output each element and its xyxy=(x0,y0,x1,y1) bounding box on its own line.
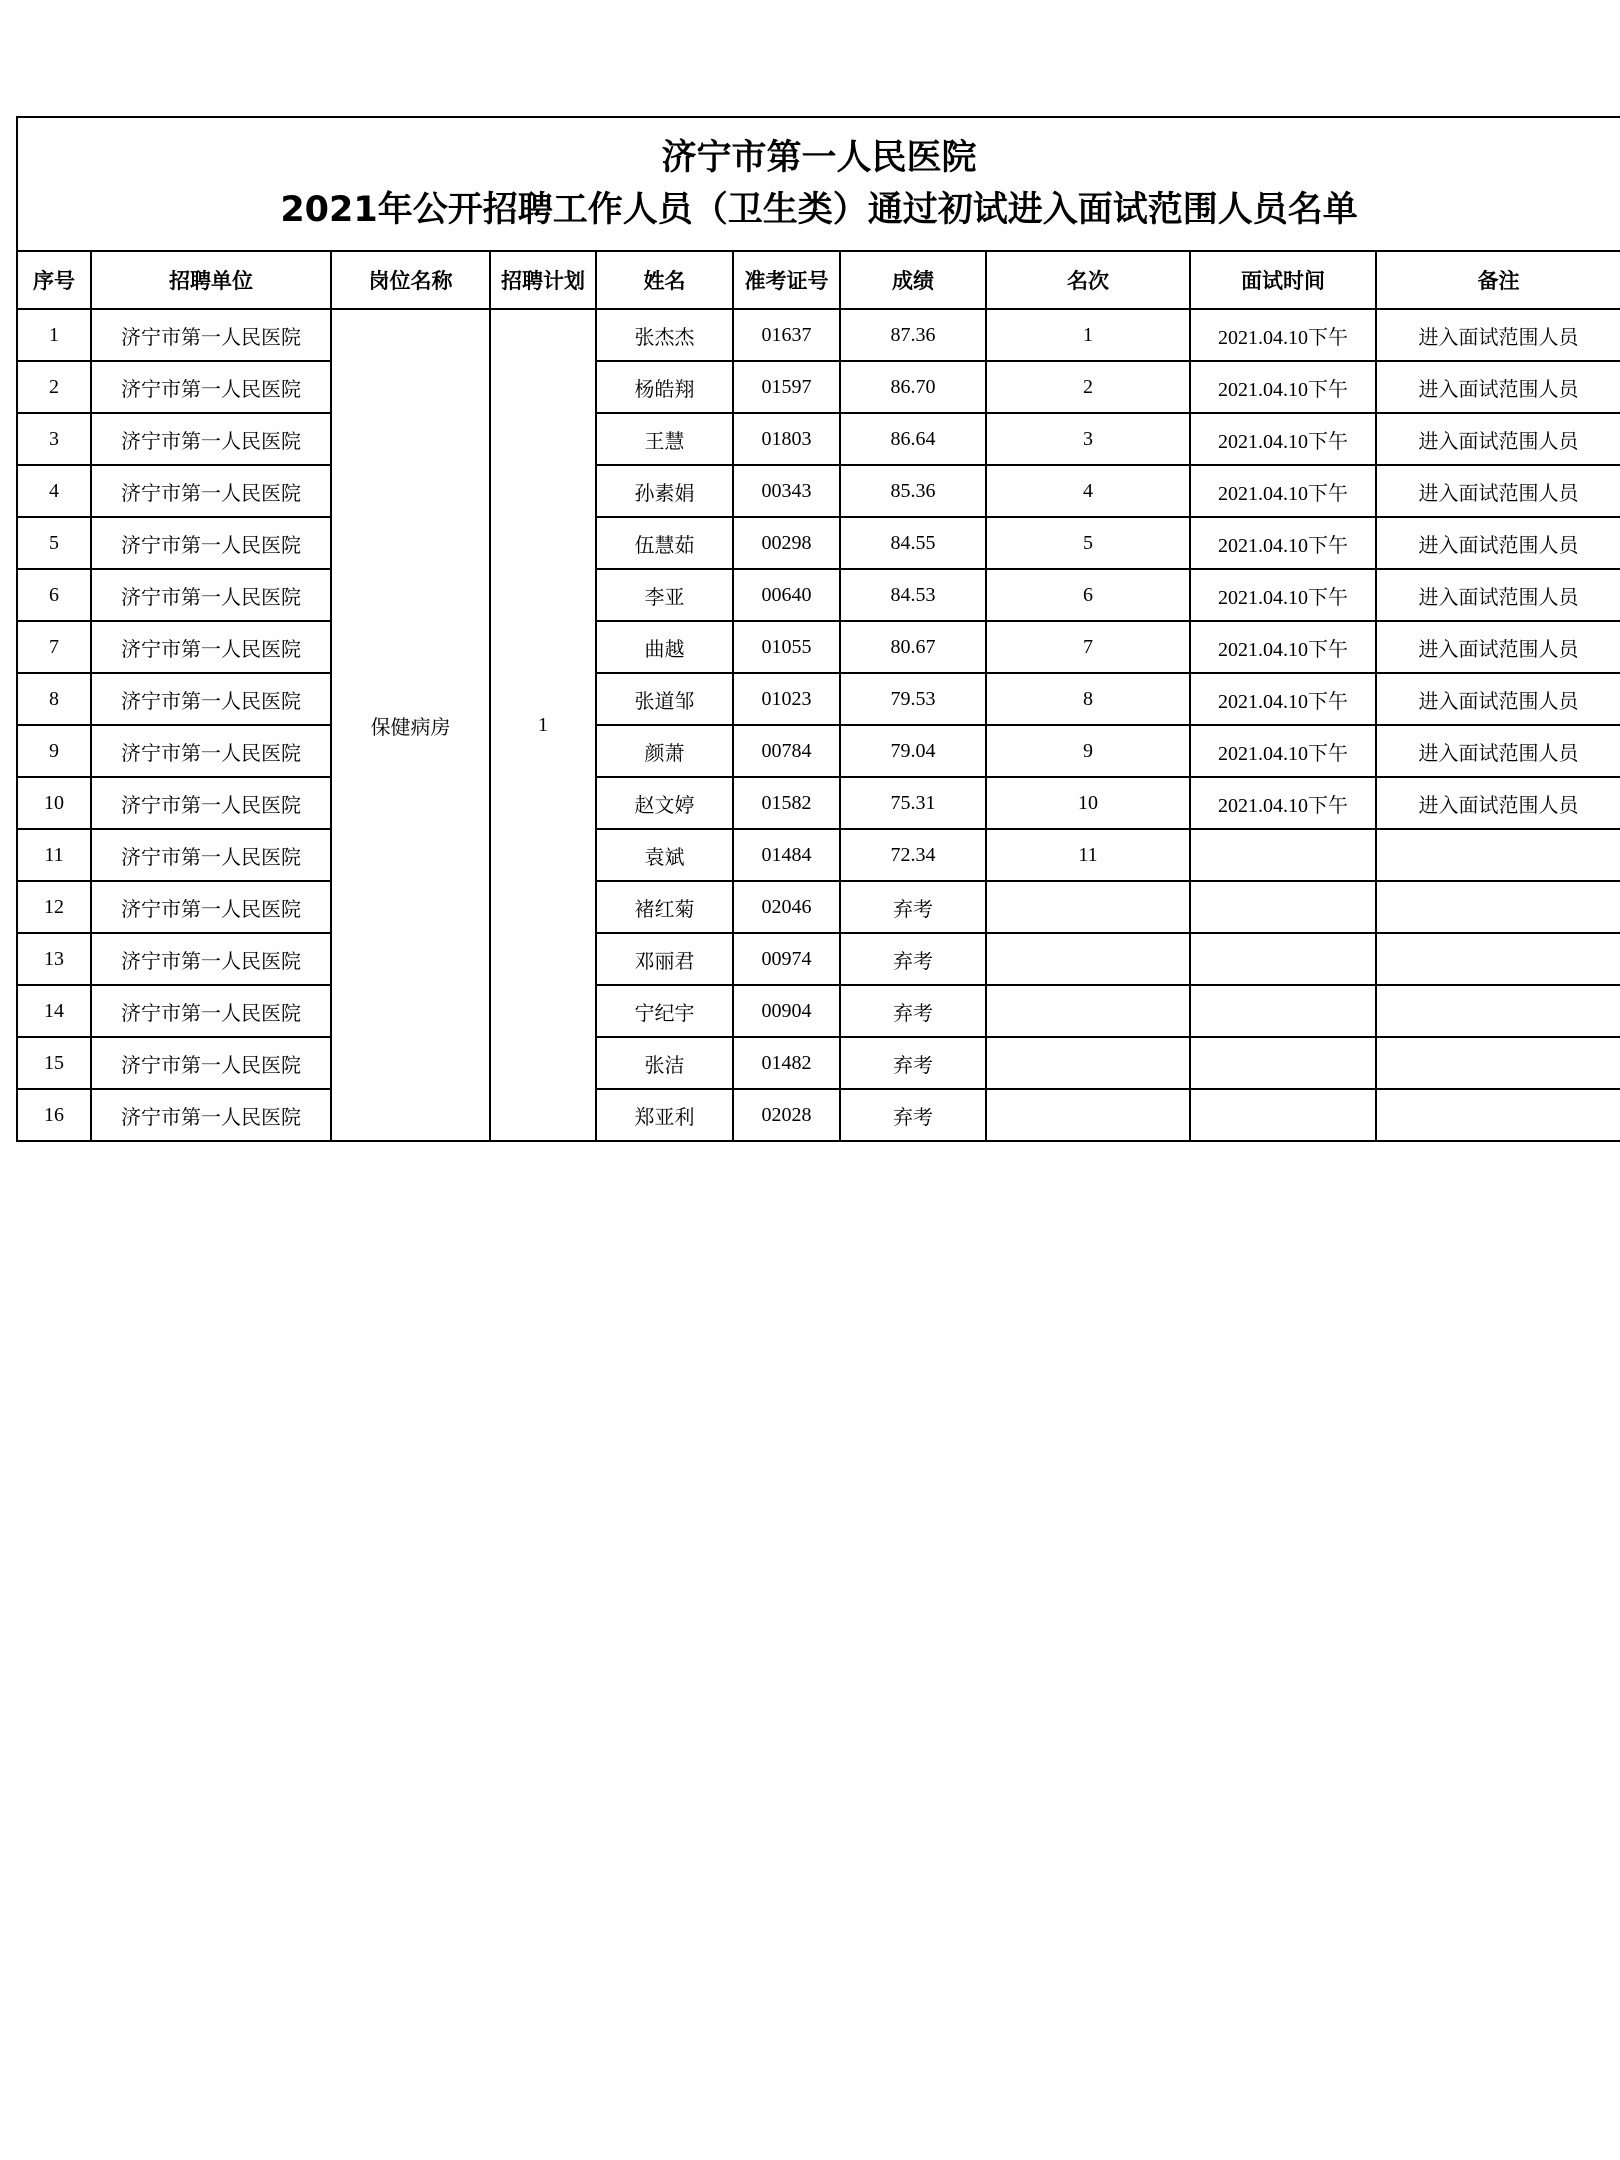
col-header-exam-no: 准考证号 xyxy=(733,251,840,309)
cell-exam-no: 01637 xyxy=(733,309,840,361)
cell-note: 进入面试范围人员 xyxy=(1376,413,1620,465)
cell-interview-time xyxy=(1190,985,1376,1037)
cell-interview-time xyxy=(1190,1089,1376,1141)
cell-rank: 11 xyxy=(986,829,1190,881)
cell-name: 赵文婷 xyxy=(596,777,733,829)
table-row xyxy=(17,569,1620,621)
table-row xyxy=(17,829,1620,881)
cell-exam-no: 01597 xyxy=(733,361,840,413)
cell-score: 75.31 xyxy=(840,777,986,829)
cell-score: 84.53 xyxy=(840,569,986,621)
cell-interview-time: 2021.04.10下午 xyxy=(1190,517,1376,569)
cell-name: 李亚 xyxy=(596,569,733,621)
cell-score: 72.34 xyxy=(840,829,986,881)
cell-note: 进入面试范围人员 xyxy=(1376,673,1620,725)
cell-rank: 4 xyxy=(986,465,1190,517)
col-header-unit: 招聘单位 xyxy=(91,251,331,309)
table-row xyxy=(17,1037,1620,1089)
cell-unit: 济宁市第一人民医院 xyxy=(91,1089,331,1141)
cell-exam-no: 01484 xyxy=(733,829,840,881)
table-row xyxy=(17,985,1620,1037)
title-line-1: 济宁市第一人民医院 xyxy=(661,138,977,178)
col-header-note: 备注 xyxy=(1376,251,1620,309)
cell-score: 弃考 xyxy=(840,1089,986,1141)
cell-score: 弃考 xyxy=(840,1037,986,1089)
cell-exam-no: 00784 xyxy=(733,725,840,777)
cell-note xyxy=(1376,829,1620,881)
cell-name: 伍慧茹 xyxy=(596,517,733,569)
cell-unit: 济宁市第一人民医院 xyxy=(91,985,331,1037)
table-row xyxy=(17,621,1620,673)
cell-interview-time: 2021.04.10下午 xyxy=(1190,777,1376,829)
cell-interview-time: 2021.04.10下午 xyxy=(1190,569,1376,621)
cell-score: 79.04 xyxy=(840,725,986,777)
cell-rank: 9 xyxy=(986,725,1190,777)
col-header-score: 成绩 xyxy=(840,251,986,309)
cell-seq: 5 xyxy=(17,517,91,569)
cell-score: 弃考 xyxy=(840,985,986,1037)
table-row xyxy=(17,673,1620,725)
cell-seq: 10 xyxy=(17,777,91,829)
cell-name: 张道邹 xyxy=(596,673,733,725)
cell-note: 进入面试范围人员 xyxy=(1376,621,1620,673)
cell-unit: 济宁市第一人民医院 xyxy=(91,777,331,829)
cell-unit: 济宁市第一人民医院 xyxy=(91,725,331,777)
cell-seq: 11 xyxy=(17,829,91,881)
cell-name: 邓丽君 xyxy=(596,933,733,985)
cell-score: 弃考 xyxy=(840,881,986,933)
cell-note: 进入面试范围人员 xyxy=(1376,309,1620,361)
cell-name: 颜萧 xyxy=(596,725,733,777)
cell-exam-no: 01803 xyxy=(733,413,840,465)
cell-note xyxy=(1376,985,1620,1037)
cell-rank: 5 xyxy=(986,517,1190,569)
cell-seq: 3 xyxy=(17,413,91,465)
cell-interview-time: 2021.04.10下午 xyxy=(1190,309,1376,361)
cell-interview-time: 2021.04.10下午 xyxy=(1190,465,1376,517)
cell-seq: 13 xyxy=(17,933,91,985)
cell-name: 杨皓翔 xyxy=(596,361,733,413)
cell-name: 张杰杰 xyxy=(596,309,733,361)
cell-unit: 济宁市第一人民医院 xyxy=(91,465,331,517)
cell-interview-time xyxy=(1190,933,1376,985)
cell-exam-no: 01023 xyxy=(733,673,840,725)
cell-note: 进入面试范围人员 xyxy=(1376,465,1620,517)
cell-seq: 1 xyxy=(17,309,91,361)
document-title xyxy=(17,117,1620,251)
cell-unit: 济宁市第一人民医院 xyxy=(91,517,331,569)
cell-rank: 6 xyxy=(986,569,1190,621)
cell-score: 85.36 xyxy=(840,465,986,517)
cell-seq: 14 xyxy=(17,985,91,1037)
cell-unit: 济宁市第一人民医院 xyxy=(91,933,331,985)
cell-rank xyxy=(986,1037,1190,1089)
cell-name: 褚红菊 xyxy=(596,881,733,933)
title-row xyxy=(17,117,1620,251)
cell-rank: 7 xyxy=(986,621,1190,673)
cell-seq: 12 xyxy=(17,881,91,933)
cell-note: 进入面试范围人员 xyxy=(1376,569,1620,621)
cell-score: 79.53 xyxy=(840,673,986,725)
table-row xyxy=(17,413,1620,465)
cell-note xyxy=(1376,1037,1620,1089)
cell-exam-no: 01482 xyxy=(733,1037,840,1089)
cell-seq: 7 xyxy=(17,621,91,673)
col-header-time: 面试时间 xyxy=(1190,251,1376,309)
table-row xyxy=(17,933,1620,985)
cell-unit: 济宁市第一人民医院 xyxy=(91,413,331,465)
col-header-position: 岗位名称 xyxy=(331,251,490,309)
cell-seq: 8 xyxy=(17,673,91,725)
cell-seq: 9 xyxy=(17,725,91,777)
cell-interview-time xyxy=(1190,881,1376,933)
table-row xyxy=(17,881,1620,933)
cell-note: 进入面试范围人员 xyxy=(1376,725,1620,777)
cell-seq: 15 xyxy=(17,1037,91,1089)
cell-name: 王慧 xyxy=(596,413,733,465)
col-header-rank: 名次 xyxy=(986,251,1190,309)
table-row xyxy=(17,361,1620,413)
cell-rank xyxy=(986,1089,1190,1141)
cell-unit: 济宁市第一人民医院 xyxy=(91,569,331,621)
cell-interview-time: 2021.04.10下午 xyxy=(1190,361,1376,413)
cell-interview-time: 2021.04.10下午 xyxy=(1190,621,1376,673)
cell-exam-no: 01582 xyxy=(733,777,840,829)
cell-score: 87.36 xyxy=(840,309,986,361)
cell-unit: 济宁市第一人民医院 xyxy=(91,673,331,725)
cell-unit: 济宁市第一人民医院 xyxy=(91,309,331,361)
cell-rank: 10 xyxy=(986,777,1190,829)
cell-seq: 2 xyxy=(17,361,91,413)
cell-note xyxy=(1376,881,1620,933)
cell-exam-no: 02028 xyxy=(733,1089,840,1141)
col-header-plan: 招聘计划 xyxy=(490,251,596,309)
cell-exam-no: 00640 xyxy=(733,569,840,621)
cell-note: 进入面试范围人员 xyxy=(1376,777,1620,829)
cell-note xyxy=(1376,1089,1620,1141)
cell-note xyxy=(1376,933,1620,985)
cell-name: 张洁 xyxy=(596,1037,733,1089)
cell-interview-time: 2021.04.10下午 xyxy=(1190,413,1376,465)
col-header-name: 姓名 xyxy=(596,251,733,309)
table-row xyxy=(17,465,1620,517)
cell-score: 弃考 xyxy=(840,933,986,985)
cell-interview-time xyxy=(1190,1037,1376,1089)
cell-name: 孙素娟 xyxy=(596,465,733,517)
cell-score: 86.64 xyxy=(840,413,986,465)
cell-rank: 1 xyxy=(986,309,1190,361)
cell-note: 进入面试范围人员 xyxy=(1376,517,1620,569)
cell-rank xyxy=(986,881,1190,933)
cell-exam-no: 00298 xyxy=(733,517,840,569)
cell-unit: 济宁市第一人民医院 xyxy=(91,621,331,673)
cell-score: 84.55 xyxy=(840,517,986,569)
cell-name: 宁纪宇 xyxy=(596,985,733,1037)
cell-rank: 2 xyxy=(986,361,1190,413)
cell-unit: 济宁市第一人民医院 xyxy=(91,881,331,933)
col-header-seq: 序号 xyxy=(17,251,91,309)
cell-score: 80.67 xyxy=(840,621,986,673)
roster-sheet xyxy=(16,116,1620,1142)
cell-rank: 3 xyxy=(986,413,1190,465)
table-row xyxy=(17,517,1620,569)
cell-position: 保健病房 xyxy=(331,309,490,1141)
table-row xyxy=(17,309,1620,361)
cell-rank xyxy=(986,933,1190,985)
cell-interview-time: 2021.04.10下午 xyxy=(1190,725,1376,777)
cell-name: 曲越 xyxy=(596,621,733,673)
cell-seq: 6 xyxy=(17,569,91,621)
cell-exam-no: 00904 xyxy=(733,985,840,1037)
table-row xyxy=(17,1089,1620,1141)
cell-note: 进入面试范围人员 xyxy=(1376,361,1620,413)
cell-name: 袁斌 xyxy=(596,829,733,881)
cell-rank: 8 xyxy=(986,673,1190,725)
cell-seq: 16 xyxy=(17,1089,91,1141)
cell-plan: 1 xyxy=(490,309,596,1141)
cell-seq: 4 xyxy=(17,465,91,517)
cell-unit: 济宁市第一人民医院 xyxy=(91,1037,331,1089)
table-row xyxy=(17,725,1620,777)
cell-name: 郑亚利 xyxy=(596,1089,733,1141)
cell-unit: 济宁市第一人民医院 xyxy=(91,361,331,413)
cell-exam-no: 00343 xyxy=(733,465,840,517)
cell-rank xyxy=(986,985,1190,1037)
header-row xyxy=(17,251,1620,309)
table-row xyxy=(17,777,1620,829)
cell-score: 86.70 xyxy=(840,361,986,413)
roster-table xyxy=(16,116,1620,1142)
cell-unit: 济宁市第一人民医院 xyxy=(91,829,331,881)
title-line-2: 2021年公开招聘工作人员（卫生类）通过初试进入面试范围人员名单 xyxy=(280,190,1358,230)
cell-exam-no: 02046 xyxy=(733,881,840,933)
cell-interview-time xyxy=(1190,829,1376,881)
cell-exam-no: 00974 xyxy=(733,933,840,985)
cell-exam-no: 01055 xyxy=(733,621,840,673)
cell-interview-time: 2021.04.10下午 xyxy=(1190,673,1376,725)
